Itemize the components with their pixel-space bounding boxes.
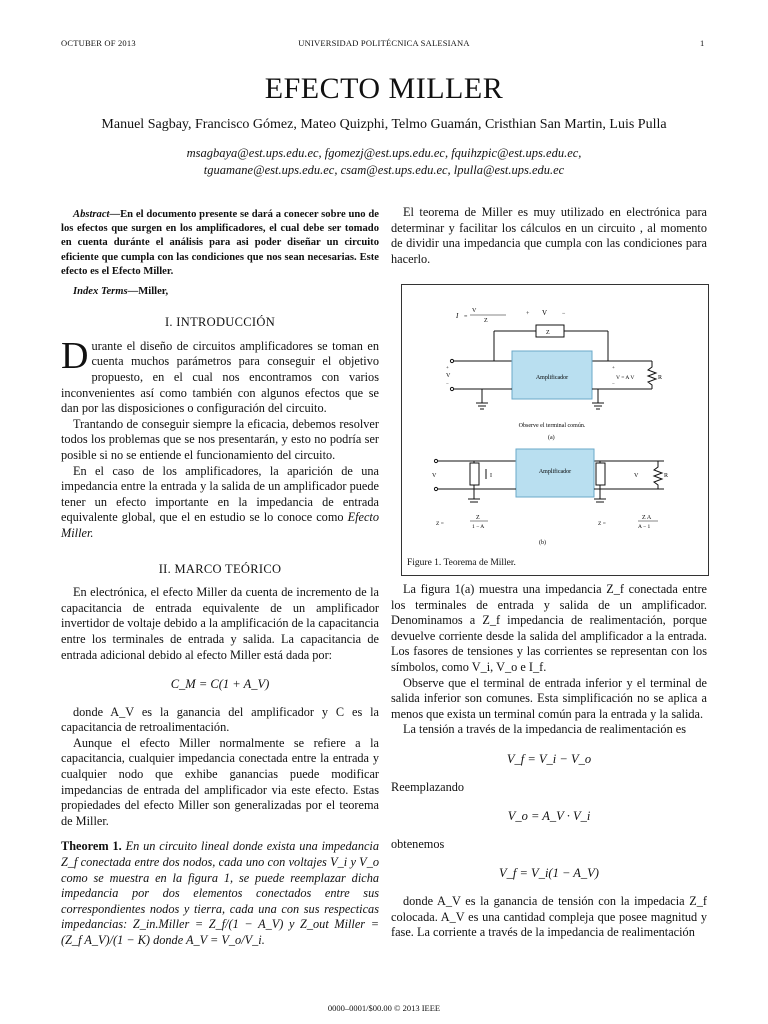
- marco-paragraph-3: Aunque el efecto Miller normalmente se refiere a la capacitancia, cualquier impedancia conectada entre la entrada y cualquier nodo que exhibe ganancias puede modificar impedancias de entrada del amplificador via este efecto. Estas propiedades del efecto Miller son generalizadas por el teorema de Miller.: [61, 735, 379, 828]
- svg-text:Z =: Z =: [598, 521, 606, 527]
- theorem-text: En un circuito lineal donde exista una impedancia Z_f conectada entre dos nodos, cada uno con voltajes V_i y V_o como se muestra en la figura 1, se puede reemplazar dicha impedancia por dos elementos conectados entre sus correspondientes nodos y tierra, cada una con sus respecticas impedancias: Z_in.Miller = Z_f/(1 − A_V) y Z_out Miller = (Z_f A_V)/(1 − K) donde A_V = V_o/V_i.: [61, 839, 379, 947]
- index-terms-label: Index Terms: [73, 286, 128, 298]
- paper-title: EFECTO MILLER: [264, 72, 504, 105]
- section-heading-marco: II. MARCO TEÓRICO: [158, 561, 282, 576]
- svg-text:V = A V: V = A V: [616, 375, 635, 381]
- header-center: UNIVERSIDAD POLITÉCNICA SALESIANA: [298, 38, 470, 48]
- svg-text:+: +: [526, 311, 530, 317]
- right-column-lower: [391, 582, 707, 941]
- abstract-label: Abstract: [73, 209, 110, 220]
- fig-note: Observe el terminal común.: [518, 423, 586, 429]
- svg-text:=: =: [464, 314, 468, 320]
- svg-text:1 − A: 1 − A: [472, 524, 485, 530]
- right-paragraph-3: La tensión a través de la impedancia de realimentación es: [403, 722, 687, 737]
- right-intro-paragraph: El teorema de Miller es muy utilizado en electrónica para determinar y facilitar los cálculos en un circuito , al momento de dividir una impedancia que cumpla con las condiciones para hacerlo.: [391, 205, 707, 266]
- svg-text:−: −: [612, 382, 615, 387]
- svg-text:Z =: Z =: [436, 521, 444, 527]
- fig-label-b: (b): [539, 540, 546, 546]
- index-terms: [61, 285, 379, 299]
- svg-text:R: R: [664, 473, 669, 479]
- index-terms-text: —Miller,: [127, 286, 169, 298]
- svg-text:−: −: [446, 382, 449, 387]
- intro-p3-text: En el caso de los amplificadores, la aparición de una impedancia entre la entrada y la salida de un amplificador puede tener un efecto importante en la impedancia de entrada equivalente global, que el en estudio se lo conoce como: [61, 463, 379, 525]
- svg-text:I: I: [456, 312, 459, 320]
- obtenemos-text: obtenemos: [391, 836, 445, 851]
- author-list: Manuel Sagbay, Francisco Gómez, Mateo Quizphi, Telmo Guamán, Cristhian San Martin, Luis Pulla: [101, 117, 667, 132]
- miller-circuit-diagram: [402, 285, 708, 555]
- right-paragraph-1: La figura 1(a) muestra una impedancia Z_f conectada entre los terminales de entrada y salida de un amplificador. Denominamos a Z_f impedancia de realimentación, porque devuelve corriente desde la salida del amplificador a la entrada. Los fasores de tensiones y las corrientes se representan con los símbolos, como V_i, V_o e I_f.: [391, 582, 707, 674]
- fig-label-a: (a): [548, 435, 555, 441]
- theorem-label: Theorem 1.: [61, 839, 122, 854]
- drop-cap: D: [61, 334, 89, 377]
- intro-p1-text: urante el diseño de circuitos amplificadores se toman en cuenta muchos parámetros para conseguir el objetivo propuesto, en el cual nos encontramos con varios inconvenientes así como también con algunos efectos que se dan por las disposiciones o configuración del circuito.: [61, 338, 379, 416]
- equation-vf: V_f = V_i − V_o: [506, 751, 592, 766]
- figure-caption: Figure 1. Teorema de Miller.: [407, 558, 516, 568]
- left-column: [61, 208, 379, 949]
- figure-1: [401, 284, 709, 576]
- svg-text:+: +: [612, 366, 615, 371]
- svg-text:I: I: [490, 473, 492, 479]
- marco-paragraph-1: En electrónica, el efecto Miller da cuenta de incremento de la capacitancia de entrada equivalente de un amplificador invertidor de voltaje debido a la amplificación de la capacitancia entre los terminales de entrada y salida. La capacitancia de entrada adicional debido al efecto Miller está dada por:: [61, 585, 379, 662]
- svg-text:V: V: [446, 373, 451, 379]
- reemplazando-text: Reemplazando: [391, 779, 465, 794]
- svg-text:+: +: [446, 366, 449, 371]
- svg-text:V: V: [634, 473, 639, 479]
- section-heading-intro: I. INTRODUCCIÓN: [164, 315, 276, 330]
- svg-text:V: V: [472, 308, 477, 314]
- right-paragraph-2: Observe que el terminal de entrada inferior y el terminal de salida inferior son comunes. Esta simplificación no se aplica a menos que exista un terminal común para la entrada y la salida.: [391, 675, 707, 721]
- marco-paragraph-2: donde A_V es la ganancia del amplificador y C es la capacitancia de retroalimentación.: [61, 704, 379, 735]
- svg-text:V: V: [542, 309, 548, 317]
- svg-text:V: V: [432, 473, 437, 479]
- copyright-footer: 0000–0001/$00.00 © 2013 IEEE: [327, 1003, 441, 1013]
- abstract-text: —En el documento presente se dará a conecer sobre uno de los efectos que surgen en los amplificadores, el cual debe ser tomado en cuenta duránte el análisis para asi poder diseñar un circuito eficiente que cumpla con las condiciones que nos sean necesarias. Este efecto es el Efecto Miller.: [61, 209, 379, 277]
- svg-text:Z A: Z A: [642, 515, 652, 521]
- equation-vo: V_o = A_V · V_i: [507, 809, 591, 824]
- right-column: [391, 205, 707, 267]
- intro-paragraph-1: [61, 334, 379, 417]
- svg-text:A − 1: A − 1: [638, 524, 651, 530]
- right-paragraph-4: donde A_V es la ganancia de tensión con la impedacia Z_f colocada. A_V es una cantidad compleja que posee magnitud y fase. La corriente a través de la impedancia de realimentación: [391, 893, 707, 940]
- theorem-1: [61, 839, 379, 948]
- equation-vf-result: V_f = V_i(1 − A_V): [499, 866, 599, 881]
- author-emails: msagbaya@est.ups.edu.ec, fgomezj@est.ups.edu.ec, fquihzpic@est.ups.edu.ec, tguamane@est.ups.edu.ec, csam@est.ups.edu.ec, lpulla@est.ups.edu.ec: [186, 146, 582, 177]
- intro-paragraph-2: Trantando de conseguir siempre la eficacia, debemos resolver todos los problemas que se nos presentarán, y esto no podría ser posible si no se entiende el funcionamiento del circuito.: [61, 416, 379, 462]
- intro-paragraph-3: [61, 464, 379, 542]
- abstract: [61, 208, 379, 279]
- svg-text:Z: Z: [476, 515, 480, 521]
- svg-text:Z: Z: [484, 318, 488, 324]
- intro-p3-emphasis: Efecto Miller.: [61, 510, 379, 540]
- svg-text:R: R: [658, 375, 663, 381]
- equation-cm: C_M = C(1 + A_V): [170, 677, 270, 692]
- svg-text:−: −: [562, 311, 566, 317]
- page-number: 1: [700, 38, 705, 48]
- amp-label-b: Amplificador: [538, 469, 572, 475]
- svg-text:Z: Z: [546, 330, 550, 336]
- amp-label-a: Amplificador: [535, 375, 569, 381]
- header-left: OCTUBER OF 2013: [61, 38, 136, 48]
